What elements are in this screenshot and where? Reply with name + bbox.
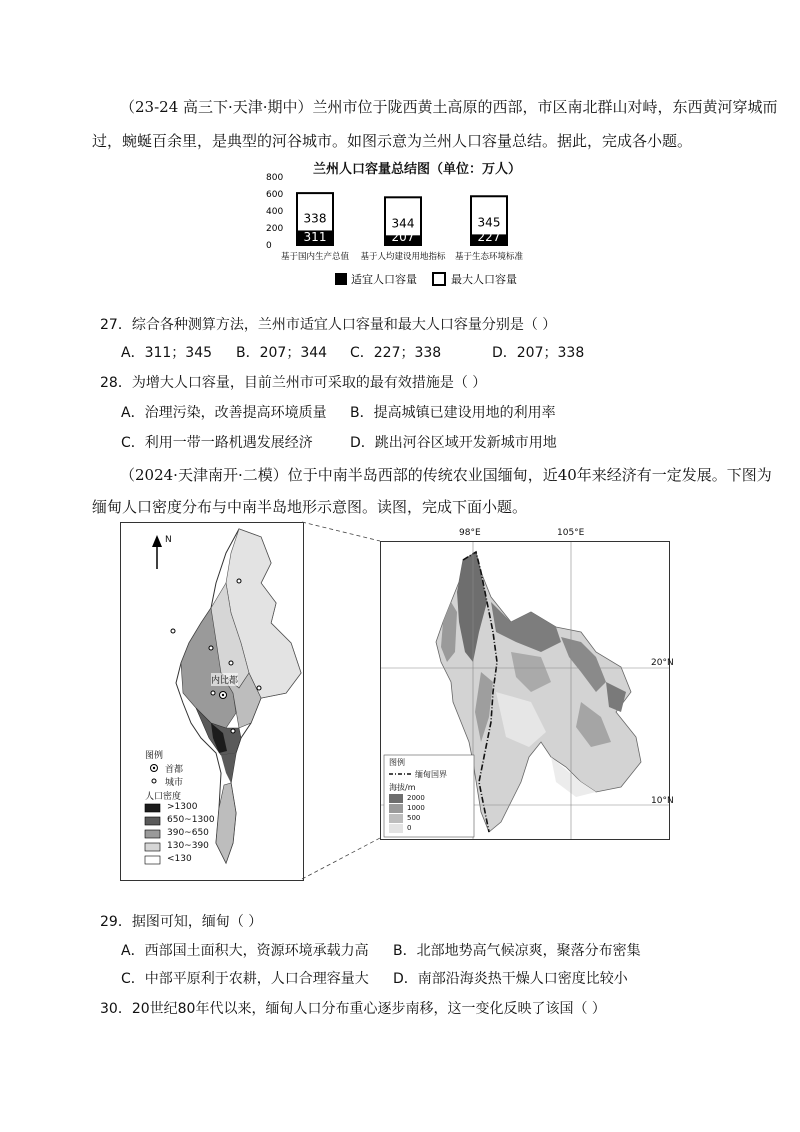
legend-title: 图例: [145, 751, 164, 761]
indochina-terrain-map: [380, 528, 674, 840]
lon-105-label: 105°E: [557, 528, 585, 538]
q27-option-a: A．311；345: [121, 345, 213, 361]
terrain-elev-500: 500: [407, 814, 421, 822]
lat-20-label: 20°N: [651, 658, 674, 668]
label-max-capacity: 345: [477, 215, 501, 230]
q28-option-a: A．治理污染，改善提高环境质量: [121, 405, 327, 421]
q28-option-d: D．跳出河谷区域开发新城市用地: [350, 435, 557, 451]
intro2-line2: 缅甸人口密度分布与中南半岛地形示意图。读图，完成下面小题。: [92, 498, 528, 516]
label-max-capacity: 344: [391, 216, 415, 231]
legend-class-4: 130~390: [167, 841, 209, 851]
legend-city: 城市: [165, 778, 184, 788]
y-tick-label: 800: [266, 173, 284, 183]
legend-class-5: <130: [167, 854, 192, 864]
q29-option-a: A．西部国土面积大，资源环境承载力高: [121, 943, 369, 959]
q29-option-c: C．中部平原利于农耕，人口合理容量大: [121, 971, 369, 987]
q27-stem: 27．综合各种测算方法，兰州市适宜人口容量和最大人口容量分别是（ ）: [100, 317, 557, 333]
intro1-line1: （23-24 高三下·天津·期中）兰州市位于陇西黄土高原的西部，市区南北群山对峙，东西黄河穿城而: [120, 98, 778, 116]
q29-option-b: B．北部地势高气候凉爽，聚落分布密集: [393, 943, 641, 959]
legend-label-suitable: 适宜人口容量: [351, 273, 417, 286]
terrain-legend-border: 缅甸国界: [415, 770, 447, 779]
capital-label: 内比都: [211, 673, 238, 686]
terrain-legend-title: 图例: [389, 758, 405, 767]
x-category-label: 基于国内生产总值: [280, 252, 350, 262]
y-tick-label: 200: [266, 224, 284, 234]
label-suitable-capacity: 311: [303, 230, 327, 244]
terrain-elev-0: 0: [407, 824, 412, 832]
lat-10-label: 10°N: [651, 796, 674, 806]
q28-option-b: B．提高城镇已建设用地的利用率: [350, 405, 556, 421]
q27-option-b: B．207；344: [236, 345, 328, 361]
legend-label-max: 最大人口容量: [451, 273, 517, 286]
q28-stem: 28．为增大人口容量，目前兰州市可采取的最有效措施是（ ）: [100, 375, 487, 391]
q27-option-d: D．207；338: [492, 345, 585, 361]
north-label: N: [165, 535, 172, 545]
y-tick-label: 0: [266, 241, 272, 251]
y-tick-label: 600: [266, 190, 284, 200]
label-max-capacity: 338: [303, 211, 327, 226]
intro1-line2: 过，蜿蜒百余里，是典型的河谷城市。如图示意为兰州人口容量总结。据此，完成各小题。: [92, 132, 693, 150]
label-suitable-capacity: 227: [477, 230, 501, 244]
label-suitable-capacity: 207: [391, 230, 415, 244]
q27-option-c: C．227；338: [350, 345, 442, 361]
q29-stem: 29．据图可知，缅甸（ ）: [100, 914, 263, 930]
lon-98-label: 98°E: [459, 528, 481, 538]
chart-title: 兰州人口容量总结图（单位：万人）: [313, 162, 522, 177]
y-tick-label: 400: [266, 207, 284, 217]
terrain-elev-2000: 2000: [407, 794, 425, 802]
q30-stem: 30．20世纪80年代以来，缅甸人口分布重心逐步南移，这一变化反映了该国（ ）: [100, 1001, 606, 1017]
legend-class-3: 390~650: [167, 828, 209, 838]
legend-capital: 首都: [165, 765, 184, 775]
legend-class-2: 650~1300: [167, 815, 215, 825]
q29-option-d: D．南部沿海炎热干燥人口密度比较小: [393, 971, 628, 987]
x-category-label: 基于生态环境标准: [454, 252, 524, 262]
x-category-label: 基于人均建设用地指标: [360, 252, 446, 262]
legend-class-1: >1300: [167, 802, 198, 812]
q28-option-c: C．利用一带一路机遇发展经济: [121, 435, 313, 451]
legend-density-title: 人口密度: [145, 792, 182, 802]
terrain-legend-elev-title: 海拔/m: [389, 783, 416, 792]
intro2-line1: （2024·天津南开·二模）位于中南半岛西部的传统农业国缅甸，近40年来经济有一定发展。下图为: [120, 466, 772, 484]
terrain-elev-1000: 1000: [407, 804, 425, 812]
